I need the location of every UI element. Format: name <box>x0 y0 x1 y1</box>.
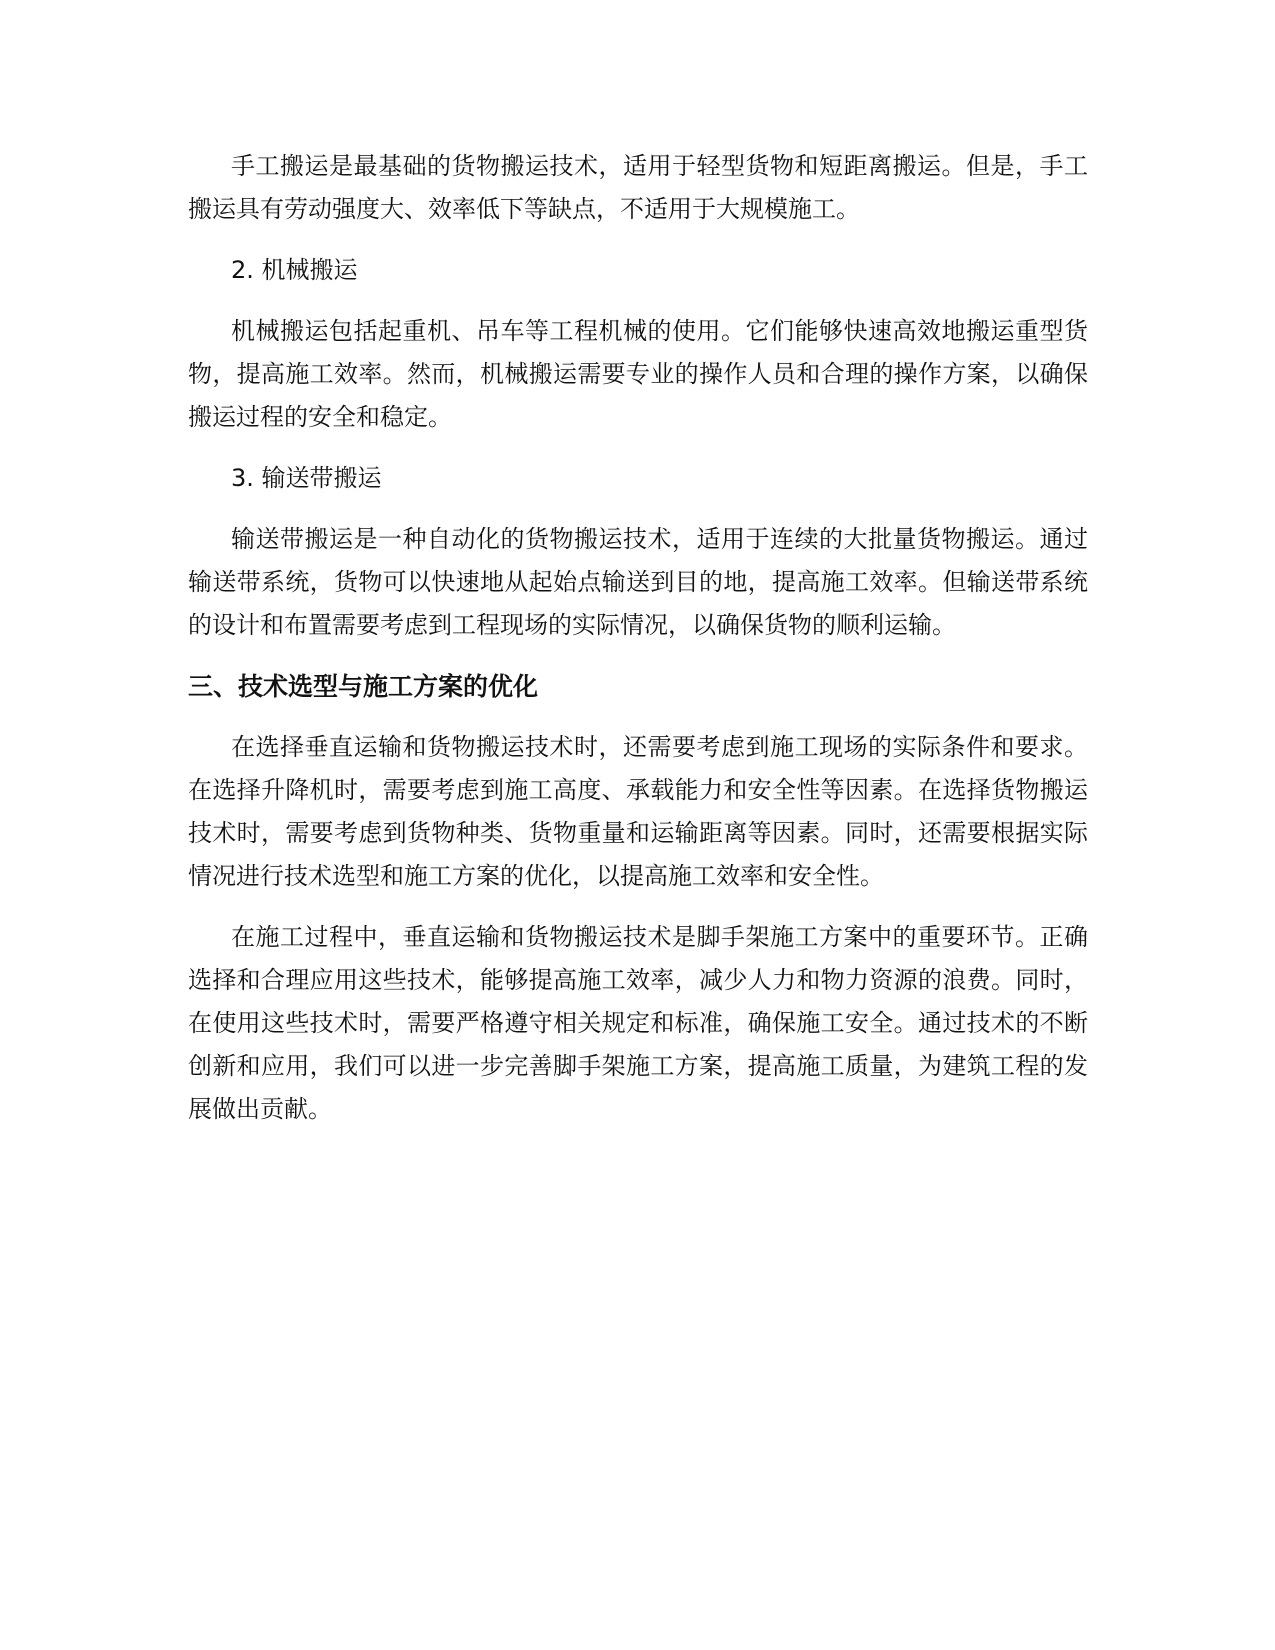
subheading-conveyor-handling: 3. 输送带搬运 <box>231 464 382 492</box>
paragraph-manual-handling: 手工搬运是最基础的货物搬运技术，适用于轻型货物和短距离搬运。但是，手工搬运具有劳动强度大、效率低下等缺点，不适用于大规模施工。 <box>188 152 1088 223</box>
section-heading-optimization: 三、技术选型与施工方案的优化 <box>188 672 539 701</box>
paragraph-technology-selection: 在选择垂直运输和货物搬运技术时，还需要考虑到施工现场的实际条件和要求。在选择升降机时，需要考虑到施工高度、承载能力和安全性等因素。在选择货物搬运技术时，需要考虑到货物种类、货物重量和运输距离等因素。同时，还需要根据实际情况进行技术选型和施工方案的优化，以提高施工效率和安全性。 <box>188 733 1088 890</box>
document-body <box>188 145 1088 1131</box>
paragraph-construction-process: 在施工过程中，垂直运输和货物搬运技术是脚手架施工方案中的重要环节。正确选择和合理应用这些技术，能够提高施工效率，减少人力和物力资源的浪费。同时，在使用这些技术时，需要严格遵守相关规定和标准，确保施工安全。通过技术的不断创新和应用，我们可以进一步完善脚手架施工方案，提高施工质量，为建筑工程的发展做出贡献。 <box>188 923 1088 1123</box>
paragraph-mechanical-handling: 机械搬运包括起重机、吊车等工程机械的使用。它们能够快速高效地搬运重型货物，提高施工效率。然而，机械搬运需要专业的操作人员和合理的操作方案，以确保搬运过程的安全和稳定。 <box>188 317 1088 431</box>
paragraph-conveyor-handling: 输送带搬运是一种自动化的货物搬运技术，适用于连续的大批量货物搬运。通过输送带系统，货物可以快速地从起始点输送到目的地，提高施工效率。但输送带系统的设计和布置需要考虑到工程现场的实际情况，以确保货物的顺利运输。 <box>188 525 1088 639</box>
subheading-mechanical-handling: 2. 机械搬运 <box>231 256 358 284</box>
